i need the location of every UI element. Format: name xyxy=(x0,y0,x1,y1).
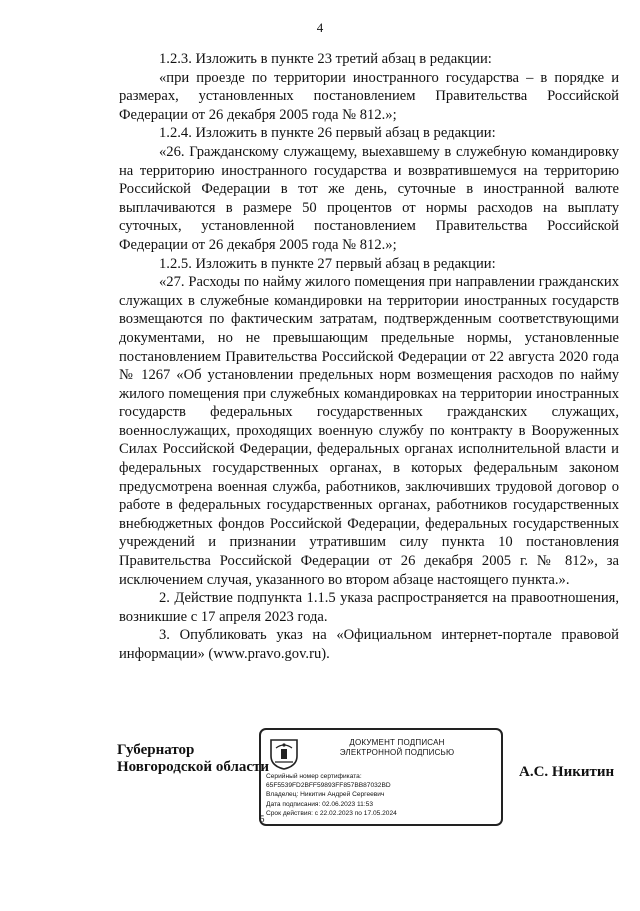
cert-number: 65F5539FD2BFF59893FF857BB87032BD xyxy=(266,782,391,790)
certificate-details xyxy=(266,772,397,818)
cert-validity: Срок действия: с 22.02.2023 по 17.05.2024 xyxy=(266,809,397,817)
stamp-header-line2: ЭЛЕКТРОННОЙ ПОДПИСЬЮ xyxy=(339,748,455,757)
clause-1-2-4: 1.2.4. Изложить в пункте 26 первый абзац в редакции: xyxy=(159,125,496,142)
signed-date: Дата подписания: 02.06.2023 11:53 xyxy=(266,800,373,808)
governor-title xyxy=(117,742,269,776)
coat-of-arms-icon xyxy=(267,736,301,770)
clause-1-2-3-text: «при проезде по территории иностранного государства – в порядке и размерах, установленных постановлением Правительства Российской Федерации от 26 декабря 2005 года № 812.»; xyxy=(119,69,619,123)
clause-1-2-4-text: «26. Гражданскому служащему, выехавшему в служебную командировку на территорию иностранного государства и возвратившемуся на территорию Российской Федерации в тот же день, суточные в иностранной валюте выплачиваются в размере 50 процентов от нормы расходов на выплату суточных, установленной постановлением Правительства Российской Федерации от 26 декабря 2005 года № 812.»; xyxy=(119,143,619,253)
stamp-header-line1: ДОКУМЕНТ ПОДПИСАН xyxy=(349,738,445,747)
clause-1-2-5-text: «27. Расходы по найму жилого помещения при направлении гражданских служащих в служебные командировки на территории иностранных государств возмещаются по фактическим затратам, подтвержденным соответствующими документами, но не превышающим предельные нормы, установленные постановлением Правительства Российской Федерации от 22 августа 2020 года № 1267 «Об установлении предельных норм возмещения расходов по найму жилого помещения при служебных командировках на территории иностранных государств федеральных государственных гражданских служащих, военнослужащих, проходящих военную службу по контракту в Вооруженных Силах Российской Федерации, федеральных органах исполнительной власти и федеральных государственных органах, в которых федеральным законом предусмотрена военная служба, работников, заключивших трудовой договор о работе в федеральных государственных органах, работников государственных внебюджетных фондов Российской Федерации, федеральных государственных учреждений и признании утратившим силу пункта 10 постановления Правительства Российской Федерации от 26 декабря 2005 г. № 812», за исключением случая, указанного во втором абзаце настоящего пункта.». xyxy=(119,274,619,588)
cert-serial-label: Серийный номер сертификата: xyxy=(266,773,362,780)
clause-2: 2. Действие подпункта 1.1.5 указа распространяется на правоотношения, возникшие с 17 апреля 2023 года. xyxy=(119,590,619,625)
page-number: 4 xyxy=(316,20,324,35)
electronic-signature-stamp xyxy=(259,728,503,826)
clause-1-2-3: 1.2.3. Изложить в пункте 23 третий абзац в редакции: xyxy=(159,51,492,67)
clause-3: 3. Опубликовать указ на «Официальном интернет-портале правовой информации» (www.pravo.gov.ru). xyxy=(119,627,619,662)
document-body xyxy=(119,50,619,664)
governor-title-line2: Новгородской области xyxy=(117,759,270,775)
clause-1-2-5: 1.2.5. Изложить в пункте 27 первый абзац в редакции: xyxy=(159,255,496,272)
signer-name: А.С. Никитин xyxy=(519,764,615,780)
signature-block xyxy=(0,728,640,838)
cert-owner: Владелец: Никитин Андрей Сергеевич xyxy=(266,791,385,799)
stamp-header xyxy=(307,738,487,758)
document-mark: 5 xyxy=(260,814,265,824)
governor-title-line1: Губернатор xyxy=(117,742,195,758)
